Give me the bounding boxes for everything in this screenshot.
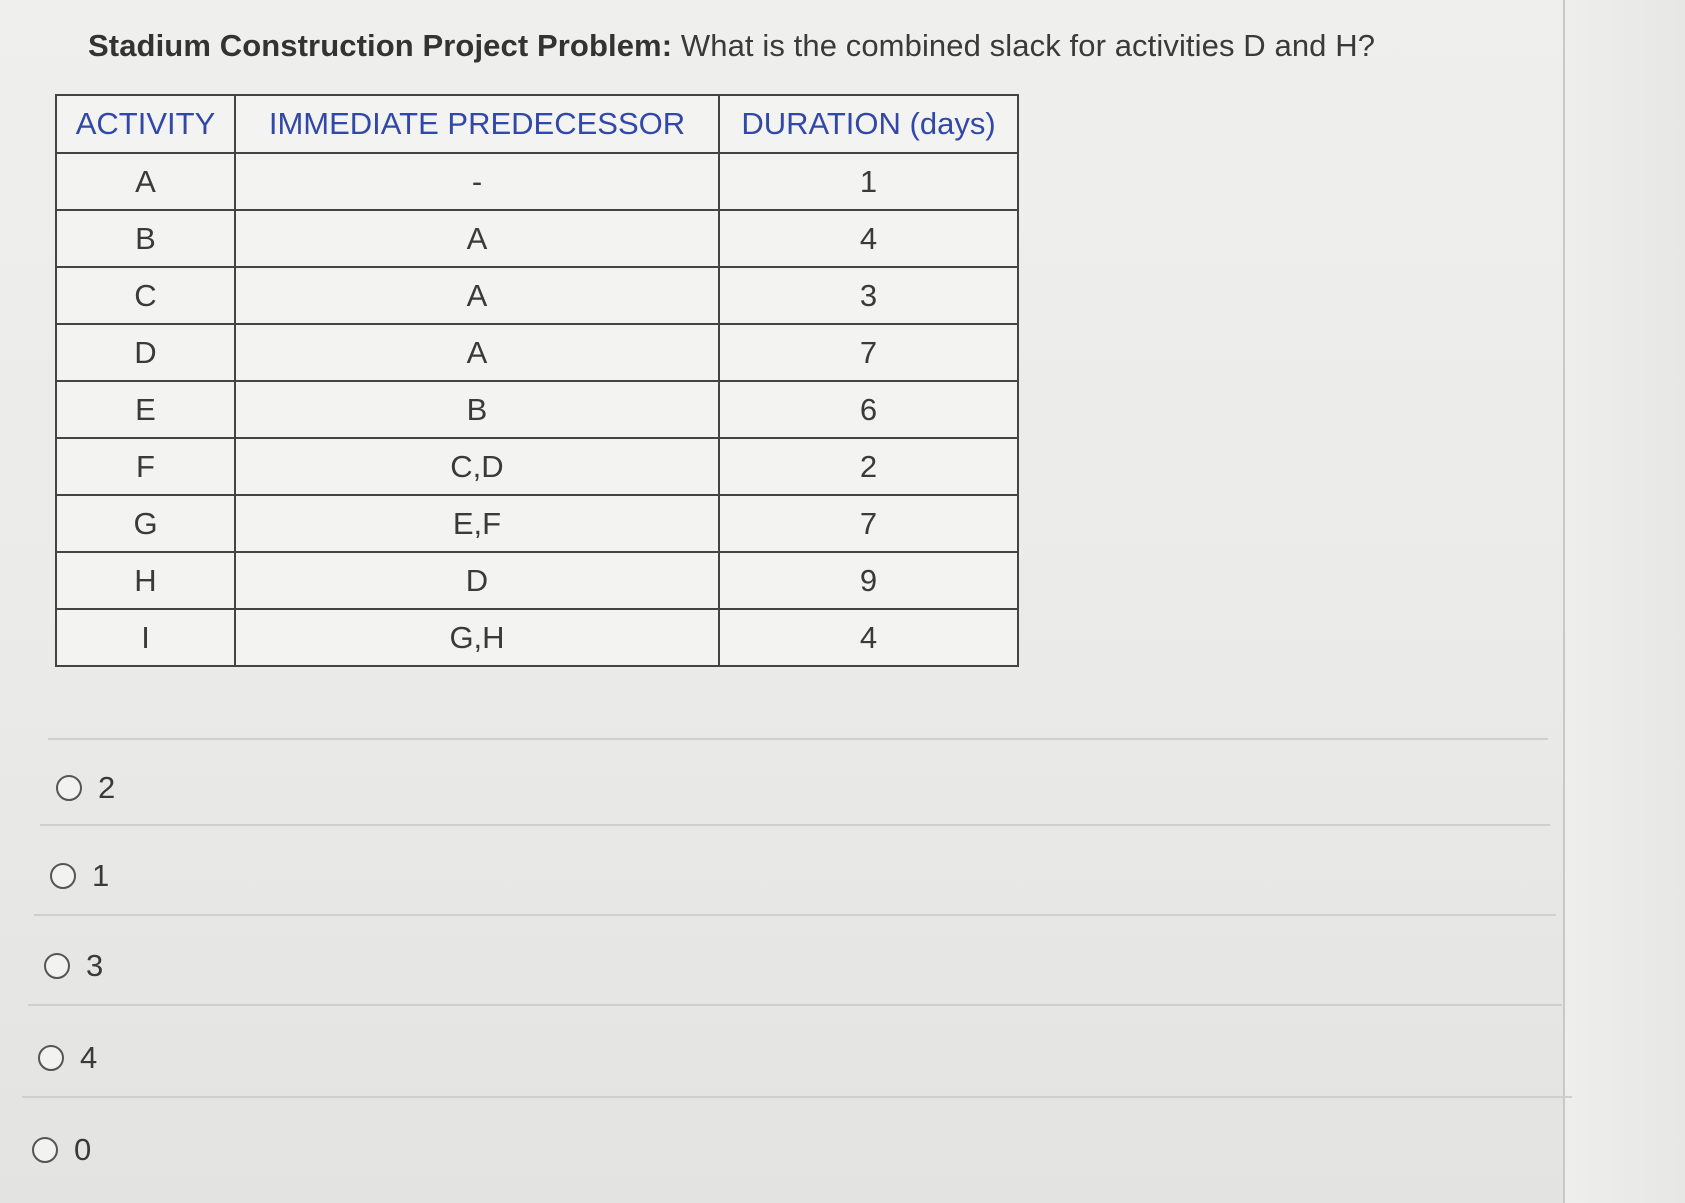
cell-activity: E — [56, 381, 235, 438]
option-label: 3 — [86, 948, 104, 983]
header-duration: DURATION (days) — [719, 95, 1018, 153]
cell-predecessor: A — [235, 210, 719, 267]
cell-predecessor: A — [235, 267, 719, 324]
cell-activity: G — [56, 495, 235, 552]
radio-button-icon[interactable] — [44, 953, 70, 979]
cell-predecessor: G,H — [235, 609, 719, 666]
cell-duration: 3 — [719, 267, 1018, 324]
question-prefix: Stadium Construction Project Problem: — [88, 28, 673, 63]
answer-option-3[interactable] — [44, 948, 103, 984]
cell-predecessor: - — [235, 153, 719, 210]
radio-button-icon[interactable] — [50, 863, 76, 889]
option-label: 2 — [98, 770, 116, 805]
cell-activity: F — [56, 438, 235, 495]
option-label: 1 — [92, 858, 110, 893]
cell-duration: 2 — [719, 438, 1018, 495]
answer-option-5[interactable] — [32, 1132, 91, 1168]
option-divider — [22, 1096, 1572, 1098]
cell-duration: 4 — [719, 210, 1018, 267]
cell-predecessor: A — [235, 324, 719, 381]
cell-predecessor: C,D — [235, 438, 719, 495]
header-immediate-predecessor: IMMEDIATE PREDECESSOR — [235, 95, 719, 153]
answer-option-4[interactable] — [38, 1040, 97, 1076]
cell-predecessor: E,F — [235, 495, 719, 552]
cell-duration: 7 — [719, 324, 1018, 381]
cell-duration: 1 — [719, 153, 1018, 210]
question-text: What is the combined slack for activities D and H? — [672, 28, 1376, 63]
cell-activity: B — [56, 210, 235, 267]
cell-activity: C — [56, 267, 235, 324]
cell-predecessor: B — [235, 381, 719, 438]
answer-option-2[interactable] — [50, 858, 109, 894]
cell-activity: D — [56, 324, 235, 381]
option-label: 4 — [80, 1040, 98, 1075]
cell-predecessor: D — [235, 552, 719, 609]
option-divider — [40, 824, 1550, 826]
radio-button-icon[interactable] — [38, 1045, 64, 1071]
cell-activity: H — [56, 552, 235, 609]
option-label: 0 — [74, 1132, 92, 1167]
cell-duration: 6 — [719, 381, 1018, 438]
radio-button-icon[interactable] — [32, 1137, 58, 1163]
option-divider — [48, 738, 1548, 740]
cell-duration: 7 — [719, 495, 1018, 552]
radio-button-icon[interactable] — [56, 775, 82, 801]
header-activity: ACTIVITY — [56, 95, 235, 153]
option-divider — [34, 914, 1556, 916]
cell-duration: 9 — [719, 552, 1018, 609]
cell-duration: 4 — [719, 609, 1018, 666]
cell-activity: A — [56, 153, 235, 210]
cell-activity: I — [56, 609, 235, 666]
answer-option-1[interactable] — [56, 770, 115, 806]
option-divider — [28, 1004, 1562, 1006]
